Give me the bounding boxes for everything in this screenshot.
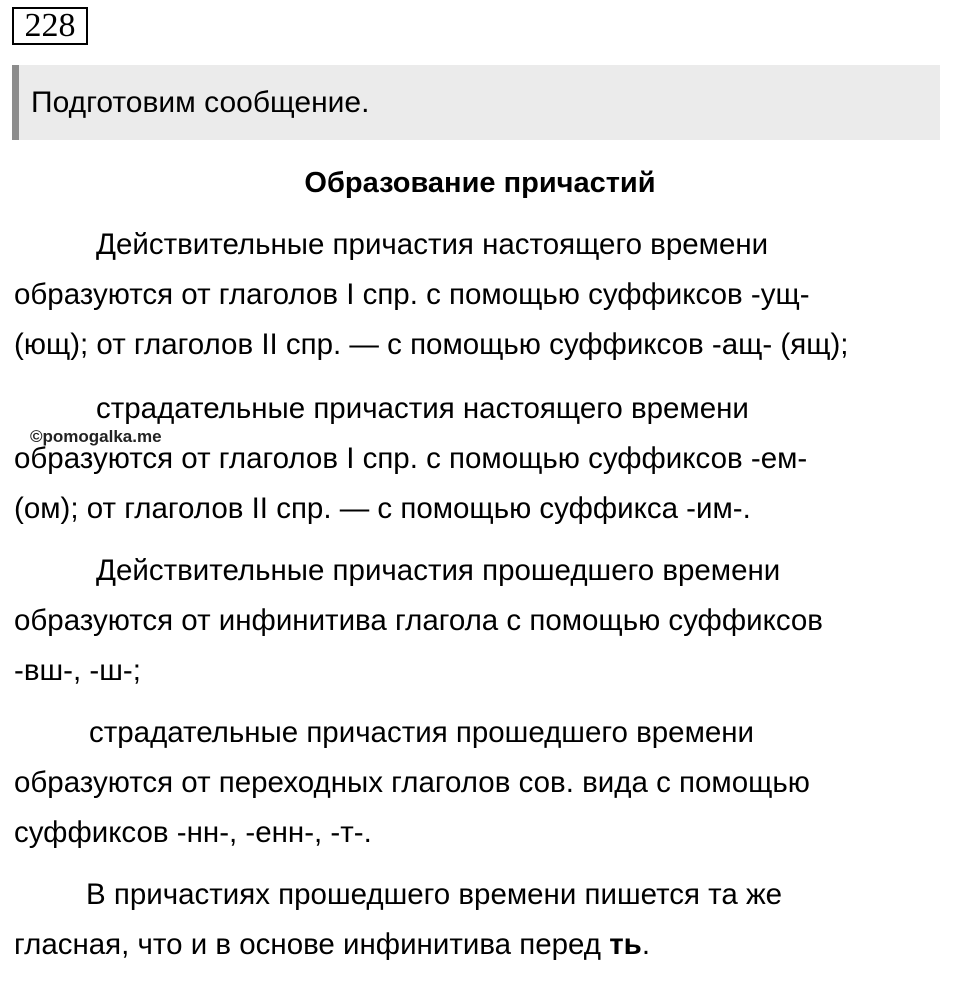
task-instruction-box — [12, 65, 940, 140]
paragraph-line: суффиксов -нн-, -енн-, -т-. — [14, 816, 372, 849]
paragraph-line: страдательные причастия настоящего времени — [96, 392, 749, 425]
paragraph-passive-past — [14, 708, 949, 858]
paragraph-line: образуются от переходных глаголов сов. вида с помощью — [14, 766, 810, 799]
paragraph-line: -вш-, -ш-; — [14, 654, 141, 687]
section-title: Образование причастий — [304, 167, 656, 199]
paragraph-line: образуются от глаголов I спр. с помощью суффиксов -ем- — [14, 442, 808, 475]
paragraph-line: (ом); от глаголов II спр. — с помощью суффикса -им-. — [14, 492, 751, 525]
paragraph-line: В причастиях прошедшего времени пишется та же — [86, 878, 783, 911]
paragraph-line: образуются от инфинитива глагола с помощью суффиксов — [14, 604, 823, 637]
paragraph-line: Действительные причастия прошедшего времени — [96, 554, 781, 587]
paragraph-line-text: гласная, что и в основе инфинитива перед — [14, 928, 610, 961]
paragraph-passive-present — [14, 384, 949, 534]
task-number: 228 — [12, 7, 88, 45]
task-instruction-text: Подготовим сообщение. — [31, 85, 370, 119]
paragraph-active-present — [14, 220, 949, 370]
paragraph-active-past — [14, 546, 949, 696]
bold-suffix-ending: ть — [609, 928, 642, 961]
paragraph-line: Действительные причастия настоящего времени — [96, 228, 769, 261]
end-punctuation: . — [641, 928, 651, 961]
paragraph-line: образуются от глаголов I спр. с помощью суффиксов -ущ- — [14, 278, 810, 311]
paragraph-vowel-rule — [14, 870, 949, 970]
paragraph-line-last — [14, 920, 949, 970]
paragraph-line: (ющ); от глаголов II спр. — с помощью суффиксов -ащ- (ящ); — [14, 328, 849, 361]
watermark: ©pomogalka.me — [30, 427, 162, 446]
paragraph-line: страдательные причастия прошедшего времени — [89, 716, 755, 749]
